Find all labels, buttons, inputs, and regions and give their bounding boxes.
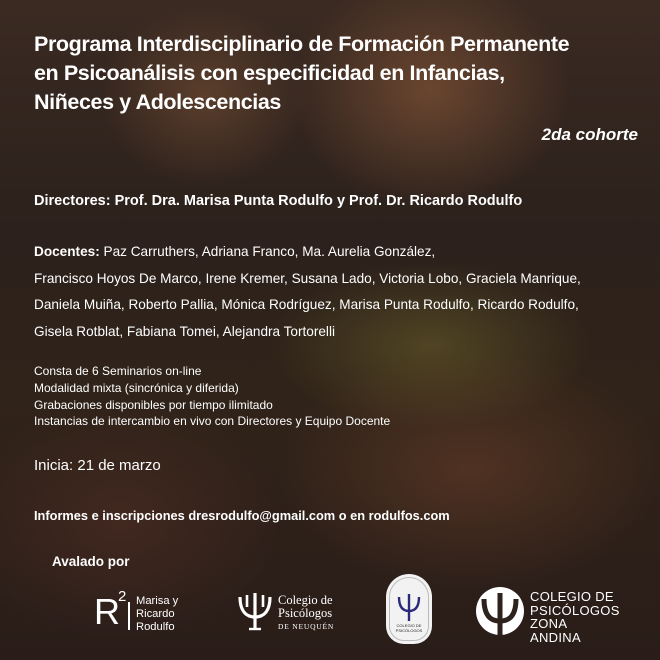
neuquen-college-logo (236, 591, 356, 635)
contact-info: Informes e inscripciones dresrodulfo@gmail.com o en rodulfos.com (34, 508, 450, 523)
rodulfo-logo-name-1: Marisa y (136, 595, 179, 607)
feature-item: Grabaciones disponibles por tiempo ilimitado (34, 397, 273, 412)
rodulfo-logo-name-2: Ricardo (136, 608, 175, 620)
features-list (34, 363, 390, 430)
rodulfo-logo-name-3: Rodulfo (136, 621, 175, 633)
endorsed-by-label: Avalado por (52, 554, 130, 569)
feature-item: Instancias de intercambio en vivo con Directores y Equipo Docente (34, 414, 391, 429)
rodulfo-logo-names (136, 595, 178, 634)
rodulfo-logo (94, 588, 214, 638)
cohort-label: 2da cohorte (541, 125, 638, 144)
psychologists-seal-logo (386, 574, 432, 644)
andina-college-name (530, 590, 620, 644)
psi-icon (236, 591, 274, 633)
teachers-label: Docentes: (34, 244, 100, 259)
rodulfo-logo-letter: R (94, 591, 120, 632)
teachers-line-4: Gisela Rotblat, Fabiana Tomei, Alejandra Tortorelli (34, 323, 335, 339)
seal-psi-icon (397, 594, 421, 622)
title-line-2: en Psicoanálisis con especificidad en Infancias, (34, 61, 505, 85)
title-line-3: Niñeces y Adolescencias (34, 90, 281, 114)
start-date: Inicia: 21 de marzo (34, 457, 161, 474)
rodulfo-logo-superscript: 2 (118, 588, 127, 605)
neuquen-line-1: Colegio de (278, 593, 333, 607)
teachers-line-2: Francisco Hoyos De Marco, Irene Kremer, Susana Lado, Victoria Lobo, Graciela Manrique, (34, 270, 581, 286)
andina-line-2: PSICÓLOGOS (530, 602, 620, 618)
neuquen-line-3: DE NEUQUÉN (278, 622, 335, 631)
teachers-list (34, 239, 644, 345)
andina-psi-icon (474, 585, 526, 637)
teachers-line-1: Paz Carruthers, Adriana Franco, Ma. Aurelia González, (103, 244, 436, 259)
teachers-line-3: Daniela Muiña, Roberto Pallia, Mónica Rodríguez, Marisa Punta Rodulfo, Ricardo Rodulfo, (34, 297, 579, 312)
feature-item: Consta de 6 Seminarios on-line (34, 364, 202, 378)
neuquen-line-2: Psicólogos (278, 606, 333, 620)
seal-text: COLEGIO DE PSICÓLOGOS (395, 623, 423, 633)
andina-line-1: COLEGIO DE (530, 589, 614, 604)
directors-line: Directores: Prof. Dra. Marisa Punta Rodulfo y Prof. Dr. Ricardo Rodulfo (34, 193, 523, 209)
feature-item: Modalidad mixta (sincrónica y diferida) (34, 380, 239, 395)
andina-line-3: ZONA ANDINA (530, 616, 581, 645)
rodulfo-logo-divider (128, 602, 130, 630)
title-line-1: Programa Interdisciplinario de Formación Permanente (34, 32, 570, 56)
andina-college-logo (474, 585, 620, 645)
neuquen-college-name (278, 594, 334, 633)
program-title (34, 30, 634, 117)
